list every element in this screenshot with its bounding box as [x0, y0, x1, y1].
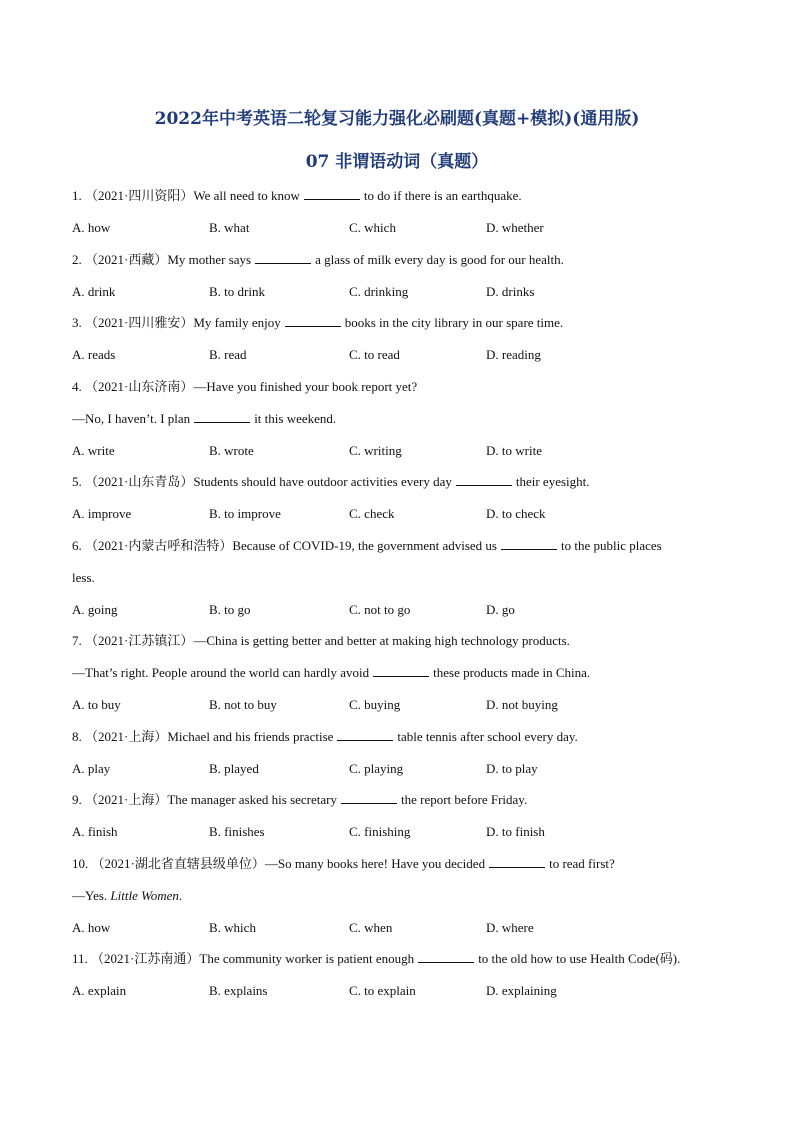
option-b: B. what: [209, 220, 250, 235]
option-a: A. to buy: [72, 697, 121, 712]
answer-blank: [373, 664, 429, 677]
question-7-line-2: —That’s right. People around the world can hardly avoid these products made in China.: [72, 665, 591, 680]
option-d: D. to finish: [486, 824, 545, 839]
option-b: B. explains: [209, 983, 268, 998]
question-7: 7. （2021·江苏镇江）—China is getting better and better at making high technology products.: [72, 633, 570, 648]
option-b: B. read: [209, 347, 247, 362]
option-a: A. improve: [72, 506, 132, 521]
option-d: D. to write: [486, 443, 542, 458]
option-d: D. where: [486, 920, 534, 935]
answer-blank: [489, 855, 545, 868]
option-c: C. to read: [349, 347, 400, 362]
option-b: B. to go: [209, 602, 251, 617]
options-11: [72, 982, 752, 1000]
document-subtitle: 07 非谓语动词（真题）: [305, 152, 489, 172]
option-d: D. reading: [486, 347, 541, 362]
answer-blank: [337, 728, 393, 741]
option-c: C. when: [349, 920, 393, 935]
options-9: [72, 823, 752, 841]
option-c: C. check: [349, 506, 395, 521]
option-d: D. explaining: [486, 983, 557, 998]
answer-blank: [418, 950, 474, 963]
option-b: B. to drink: [209, 284, 265, 299]
option-a: A. how: [72, 220, 111, 235]
option-a: A. going: [72, 602, 118, 617]
question-6-line-2: less.: [72, 570, 95, 585]
options-5: [72, 505, 752, 523]
question-4-line-2: —No, I haven’t. I plan it this weekend.: [72, 411, 337, 426]
question-5: 5. （2021·山东青岛）Students should have outdoor activities every day their eyesight.: [72, 474, 590, 489]
answer-blank: [255, 251, 311, 264]
book-title: Little Women: [110, 888, 179, 903]
option-c: C. playing: [349, 761, 404, 776]
options-10: [72, 919, 752, 937]
options-1: [72, 219, 752, 237]
option-b: B. finishes: [209, 824, 265, 839]
option-a: A. finish: [72, 824, 118, 839]
answer-blank: [456, 473, 512, 486]
question-3: 3. （2021·四川雅安）My family enjoy books in the city library in our spare time.: [72, 315, 564, 330]
option-a: A. how: [72, 920, 111, 935]
option-c: C. to explain: [349, 983, 416, 998]
option-d: D. drinks: [486, 284, 535, 299]
option-c: C. not to go: [349, 602, 411, 617]
answer-blank: [501, 537, 557, 550]
option-a: A. write: [72, 443, 115, 458]
options-4: [72, 442, 752, 460]
options-3: [72, 346, 752, 364]
document-title: 2022年中考英语二轮复习能力强化必刷题(真题+模拟)(通用版): [154, 109, 640, 129]
options-2: [72, 283, 752, 301]
options-6: [72, 601, 752, 619]
option-c: C. finishing: [349, 824, 411, 839]
option-c: C. which: [349, 220, 396, 235]
answer-blank: [304, 187, 360, 200]
answer-blank: [341, 791, 397, 804]
question-10: 10. （2021·湖北省直辖县级单位）—So many books here! Have you decided to read first?: [72, 856, 615, 871]
option-b: B. which: [209, 920, 256, 935]
option-d: D. whether: [486, 220, 544, 235]
answer-blank: [285, 314, 341, 327]
option-b: B. not to buy: [209, 697, 277, 712]
option-c: C. writing: [349, 443, 402, 458]
question-4: 4. （2021·山东济南）—Have you finished your book report yet?: [72, 379, 418, 394]
question-2: 2. （2021·西藏）My mother says a glass of milk every day is good for our health.: [72, 252, 564, 267]
question-6: 6. （2021·内蒙古呼和浩特）Because of COVID-19, the government advised us to the public places: [72, 538, 662, 553]
option-a: A. explain: [72, 983, 127, 998]
answer-blank: [194, 410, 250, 423]
option-d: D. go: [486, 602, 515, 617]
option-a: A. drink: [72, 284, 116, 299]
options-8: [72, 760, 752, 778]
question-11: 11. （2021·江苏南通）The community worker is patient enough to the old how to use Health Code(码).: [72, 951, 681, 966]
option-b: B. to improve: [209, 506, 281, 521]
question-8: 8. （2021·上海）Michael and his friends practise table tennis after school every day.: [72, 729, 578, 744]
option-d: D. to check: [486, 506, 546, 521]
options-7: [72, 696, 752, 714]
option-b: B. wrote: [209, 443, 254, 458]
option-d: D. to play: [486, 761, 538, 776]
option-d: D. not buying: [486, 697, 558, 712]
option-a: A. play: [72, 761, 111, 776]
option-a: A. reads: [72, 347, 116, 362]
question-10-line-2: —Yes. Little Women.: [72, 888, 183, 903]
question-1: 1. （2021·四川资阳）We all need to know to do if there is an earthquake.: [72, 188, 522, 203]
option-c: C. drinking: [349, 284, 409, 299]
question-9: 9. （2021·上海）The manager asked his secretary the report before Friday.: [72, 792, 528, 807]
option-c: C. buying: [349, 697, 401, 712]
option-b: B. played: [209, 761, 259, 776]
